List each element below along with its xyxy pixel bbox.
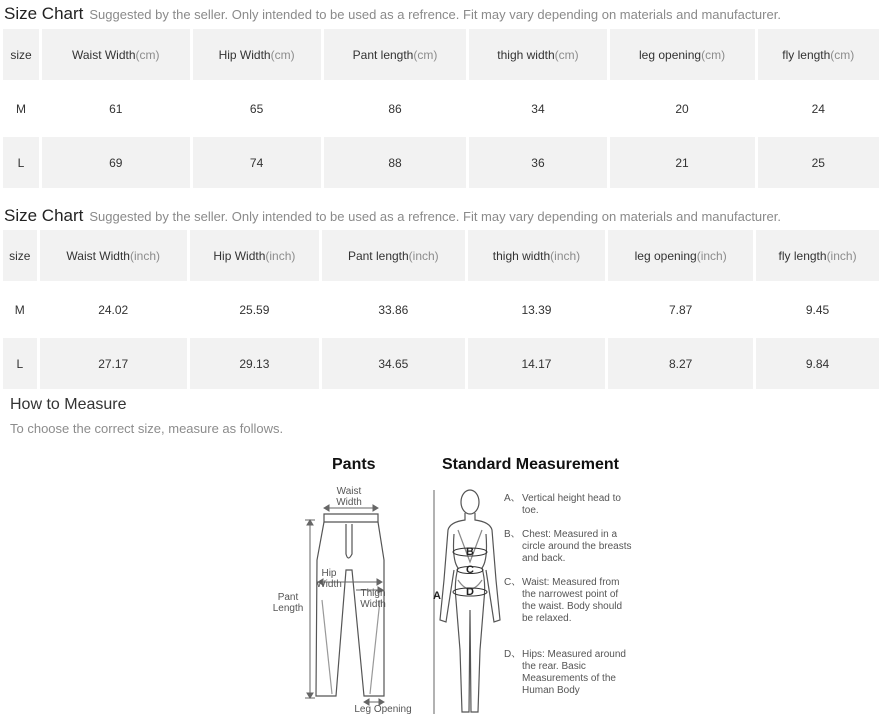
legend-item: C、 Waist: Measured from the narrowest point of the waist. Body should be relaxed. [504, 577, 623, 624]
size-chart-title: Size Chart [4, 206, 84, 225]
column-header: size [3, 230, 37, 281]
pant-length-label: Pant Length [272, 592, 304, 614]
measurement-cell: 14.17 [468, 338, 606, 389]
measurement-cell: 9.84 [756, 338, 879, 389]
size-chart-inch-header [4, 206, 781, 228]
size-cell: L [3, 338, 37, 389]
table-header-row [3, 29, 879, 80]
size-table-inch [0, 227, 882, 392]
size-chart-cm-header [4, 4, 781, 26]
table-row [3, 137, 879, 188]
measurement-cell: 25.59 [190, 284, 319, 335]
measurement-cell: 65 [193, 83, 321, 134]
column-header: Waist Width(inch) [40, 230, 187, 281]
column-header: leg opening(cm) [610, 29, 755, 80]
measurement-cell: 29.13 [190, 338, 319, 389]
measurement-cell: 25 [758, 137, 879, 188]
how-to-measure-subtitle: To choose the correct size, measure as follows. [10, 421, 284, 436]
size-chart-note: Suggested by the seller. Only intended to be used as a refrence. Fit may vary depending on materials and manufacturer. [89, 209, 781, 224]
measurement-cell: 86 [324, 83, 467, 134]
table-row [3, 83, 879, 134]
measurement-cell: 74 [193, 137, 321, 188]
leg-opening-label: Leg Opening [354, 704, 412, 715]
size-chart-title: Size Chart [4, 4, 84, 23]
measurement-cell: 9.45 [756, 284, 879, 335]
measurement-cell: 24.02 [40, 284, 187, 335]
size-cell: L [3, 137, 39, 188]
size-table-cm [0, 26, 882, 191]
table-header-row [3, 230, 879, 281]
measurement-cell: 33.86 [322, 284, 465, 335]
measurement-cell: 20 [610, 83, 755, 134]
column-header: Pant length(cm) [324, 29, 467, 80]
measurement-cell: 27.17 [40, 338, 187, 389]
measurement-cell: 13.39 [468, 284, 606, 335]
column-header: fly length(cm) [758, 29, 879, 80]
column-header: thigh width(inch) [468, 230, 606, 281]
column-header: Hip Width(inch) [190, 230, 319, 281]
how-to-measure-title: How to Measure [10, 396, 127, 413]
thigh-width-label: Thigh Width [360, 588, 386, 610]
size-cell: M [3, 83, 39, 134]
size-chart-note: Suggested by the seller. Only intended to be used as a refrence. Fit may vary depending on materials and manufacturer. [89, 7, 781, 22]
column-header: Pant length(inch) [322, 230, 465, 281]
measurement-cell: 36 [469, 137, 606, 188]
measurement-cell: 7.87 [608, 284, 753, 335]
measurement-cell: 8.27 [608, 338, 753, 389]
size-cell: M [3, 284, 37, 335]
measurement-cell: 88 [324, 137, 467, 188]
measurement-illustration [260, 450, 640, 722]
measurement-cell: 21 [610, 137, 755, 188]
waist-marker-letter: C [466, 564, 474, 576]
column-header: leg opening(inch) [608, 230, 753, 281]
column-header: fly length(inch) [756, 230, 879, 281]
measurement-cell: 34.65 [322, 338, 465, 389]
pants-figure-title: Pants [332, 456, 376, 473]
measurement-cell: 34 [469, 83, 606, 134]
waist-width-label: Waist Width [336, 486, 362, 508]
measurement-cell: 61 [42, 83, 190, 134]
chest-marker-letter: B [466, 546, 474, 558]
column-header: size [3, 29, 39, 80]
legend-item: A、 Vertical height head to toe. [504, 493, 621, 516]
measurement-cell: 69 [42, 137, 190, 188]
hip-width-label: Hip Width [316, 568, 342, 590]
legend-item: B、 Chest: Measured in a circle around the breasts and back. [504, 529, 632, 564]
measurement-cell: 24 [758, 83, 879, 134]
standard-measurement-title: Standard Measurement [442, 456, 619, 473]
height-marker-letter: A [433, 590, 441, 602]
table-row [3, 284, 879, 335]
table-row [3, 338, 879, 389]
hips-marker-letter: D [466, 586, 474, 598]
column-header: thigh width(cm) [469, 29, 606, 80]
column-header: Hip Width(cm) [193, 29, 321, 80]
column-header: Waist Width(cm) [42, 29, 190, 80]
legend-item: D、 Hips: Measured around the rear. Basic Measurements of the Human Body [504, 649, 626, 696]
